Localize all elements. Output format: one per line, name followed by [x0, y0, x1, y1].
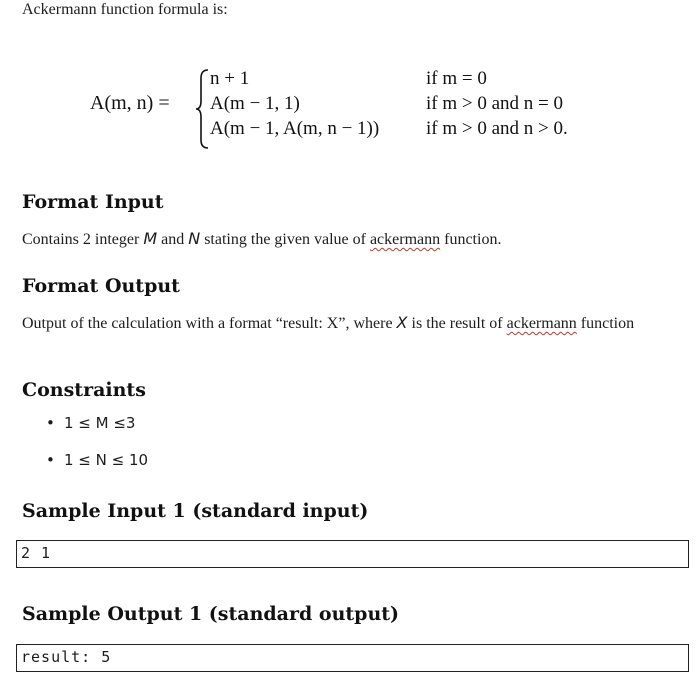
var-x: X	[396, 313, 408, 332]
formula-case-3-expr: A(m − 1, A(m, n − 1))	[210, 118, 380, 139]
constraint-text: 1 ≤ M ≤3	[64, 414, 136, 432]
format-input-text-part: and	[161, 231, 185, 248]
formula-case-2-expr: A(m − 1, 1)	[210, 93, 300, 114]
format-input-text-part: Contains 2 integer	[22, 231, 140, 248]
var-n: N	[188, 229, 201, 248]
constraint-text: 1 ≤ N ≤ 10	[64, 451, 149, 469]
format-output-heading: Format Output	[22, 275, 180, 297]
var-m: M	[143, 229, 158, 248]
formula-case-2-cond: if m > 0 and n = 0	[426, 93, 563, 114]
sample-output-box: result: 5	[16, 644, 689, 672]
format-output-text-part: Output of the calculation with a format “result: X”, where	[22, 315, 393, 332]
intro-text: Ackermann function formula is:	[22, 1, 228, 18]
bullet-icon: •	[46, 414, 55, 432]
formula-case-1-expr: n + 1	[210, 68, 250, 89]
formula-case-1-cond: if m = 0	[426, 68, 487, 89]
constraints-heading: Constraints	[22, 379, 146, 401]
spellcheck-word: ackermann	[369, 231, 441, 248]
formula-case-3-cond: if m > 0 and n > 0.	[426, 118, 568, 139]
bullet-icon: •	[46, 451, 55, 469]
format-input-heading: Format Input	[22, 191, 164, 213]
list-item	[46, 451, 148, 469]
format-input-text-part: function.	[444, 231, 502, 248]
left-brace-icon	[194, 68, 210, 150]
format-input-text-part: stating the given value of	[204, 231, 366, 248]
list-item	[46, 414, 135, 432]
format-output-text	[22, 312, 682, 334]
formula-lhs: A(m, n) =	[90, 92, 170, 114]
format-input-text	[22, 228, 501, 250]
format-output-text-part: function	[580, 315, 635, 332]
sample-output-heading: Sample Output 1 (standard output)	[22, 603, 400, 625]
format-output-text-part: is the result of	[411, 315, 503, 332]
ackermann-formula	[90, 62, 650, 152]
sample-input-heading: Sample Input 1 (standard input)	[22, 500, 369, 522]
sample-input-box: 2 1	[16, 540, 689, 568]
spellcheck-word: ackermann	[506, 315, 577, 332]
